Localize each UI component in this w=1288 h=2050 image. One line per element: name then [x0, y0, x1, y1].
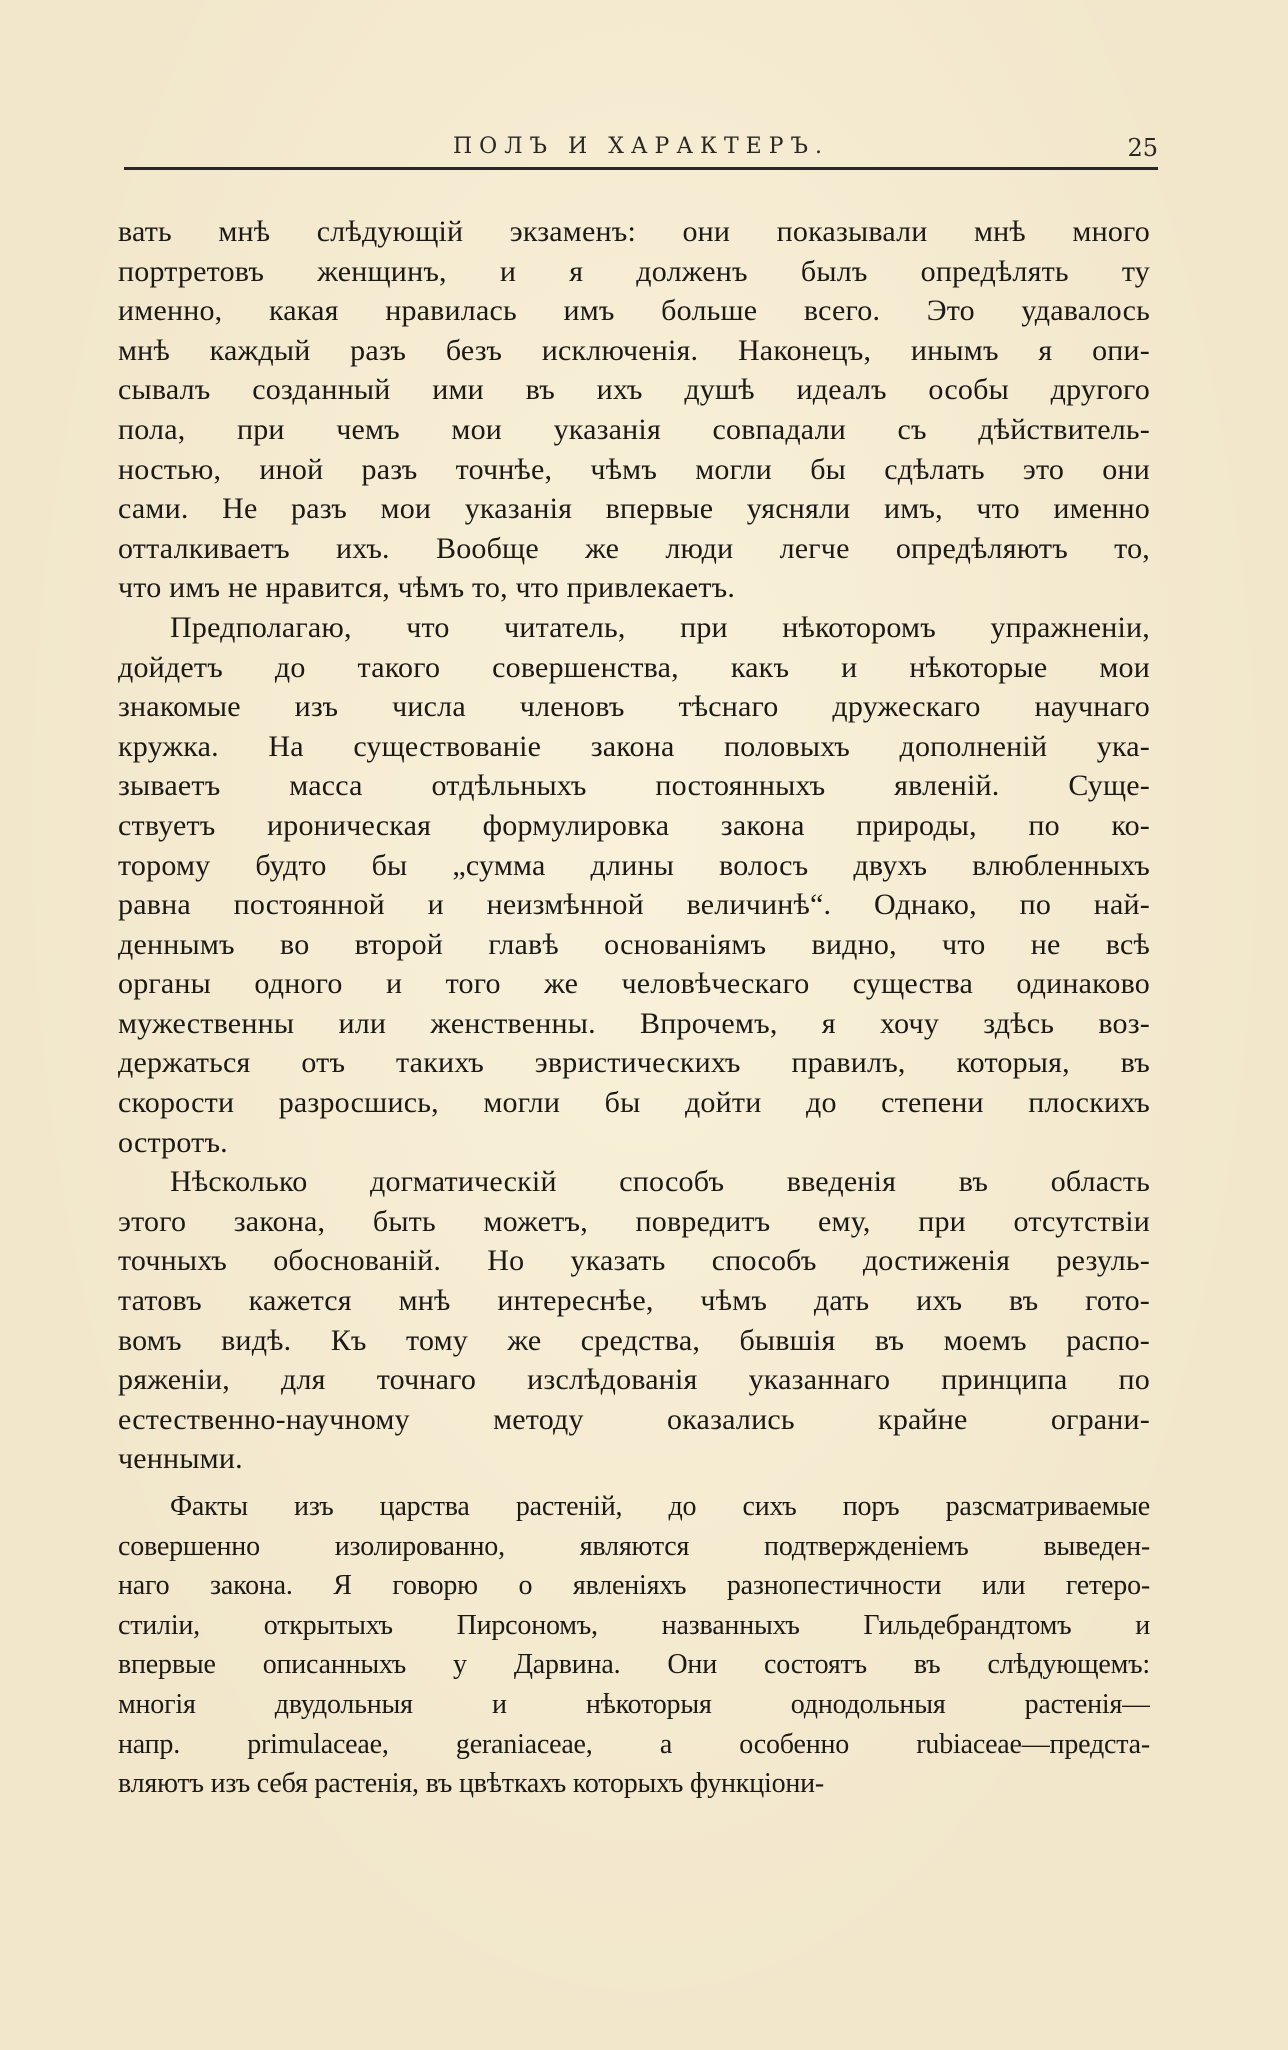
text-line: ствуетъ ироническая формулировка закона природы, по ко- — [118, 808, 1150, 842]
text-line: дойдетъ до такого совершенства, какъ и нѣкоторые мои — [118, 650, 1150, 684]
text-line: мужественны или женственны. Впрочемъ, я хочу здѣсь воз- — [118, 1006, 1150, 1040]
text-line: вать мнѣ слѣдующій экзаменъ: они показывали мнѣ много — [118, 215, 1150, 248]
text-line: зываетъ масса отдѣльныхъ постоянныхъ явленій. Суще- — [118, 769, 1150, 803]
paragraph — [118, 608, 1150, 1162]
header-rule — [124, 167, 1158, 170]
text-line: Нѣсколько догматическій способъ введенія въ область — [170, 1165, 1150, 1199]
text-line: естественно-научному методу оказались крайне ограни- — [118, 1402, 1150, 1436]
text-line: знакомые изъ числа членовъ тѣснаго дружескаго научнаго — [118, 690, 1150, 724]
text-line: остротъ. — [118, 1125, 228, 1159]
text-line: многія двудольныя и нѣкоторыя однодольныя растенія— — [118, 1688, 1150, 1720]
text-line: сывалъ созданный ими въ ихъ душѣ идеалъ особы другого — [118, 373, 1150, 407]
paragraph — [118, 1162, 1150, 1479]
text-line: кружка. На существованіе закона половыхъ дополненій ука- — [118, 729, 1150, 763]
text-line: портретовъ женщинъ, и я долженъ былъ опредѣлять ту — [118, 254, 1150, 288]
text-line: органы одного и того же человѣческаго существа одинаково — [118, 967, 1150, 1001]
text-line: скорости разросшись, могли бы дойти до степени плоскихъ — [118, 1086, 1150, 1120]
paragraph-gap — [118, 1479, 1150, 1487]
text-line: что имъ не нравится, чѣмъ то, что привлекаетъ. — [118, 571, 736, 605]
text-line: сами. Не разъ мои указанія впервые уясняли имъ, что именно — [118, 492, 1150, 526]
text-line: стиліи, открытыхъ Пирсономъ, названныхъ Гильдебрандтомъ и — [118, 1609, 1150, 1641]
text-line: наго закона. Я говорю о явленіяхъ разнопестичности или гетеро- — [118, 1570, 1150, 1602]
text-line: равна постоянной и неизмѣнной величинѣ“. Однако, по най- — [118, 888, 1150, 922]
text-line: Предполагаю, что читатель, при нѣкоторомъ упражненіи, — [170, 610, 1150, 644]
text-line: Факты изъ царства растеній, до сихъ поръ разсматриваемые — [170, 1491, 1150, 1522]
paragraph — [118, 212, 1150, 608]
text-line: деннымъ во второй главѣ основаніямъ видно, что не всѣ — [118, 927, 1150, 961]
running-title: ПОЛЪ И ХАРАКТЕРЪ. — [452, 134, 830, 159]
text-line: ченными. — [118, 1442, 243, 1476]
text-line: ностью, иной разъ точнѣе, чѣмъ могли бы сдѣлать это они — [118, 452, 1150, 486]
text-line: держаться отъ такихъ эвристическихъ правилъ, которыя, въ — [118, 1046, 1150, 1080]
text-line: татовъ кажется мнѣ интереснѣе, чѣмъ дать ихъ въ гото- — [118, 1284, 1150, 1318]
text-line: этого закона, быть можетъ, повредитъ ему, при отсутствіи — [118, 1204, 1150, 1238]
text-line: напр. primulaceae, geraniaceae, а особенно rubiaceae—предста- — [118, 1728, 1150, 1760]
text-line: точныхъ обоснованій. Но указать способъ достиженія резуль- — [118, 1244, 1150, 1278]
text-line: пола, при чемъ мои указанія совпадали съ дѣйствитель- — [118, 412, 1150, 446]
text-line: отталкиваетъ ихъ. Вообще же люди легче опредѣляютъ то, — [118, 531, 1150, 565]
text-line: торому будто бы „сумма длины волосъ двухъ влюбленныхъ — [118, 848, 1150, 882]
text-line: именно, какая нравилась имъ больше всего. Это удавалось — [118, 294, 1150, 328]
text-line: вляютъ изъ себя растенія, въ цвѣткахъ которыхъ функціони- — [118, 1768, 825, 1800]
body-text — [118, 212, 1150, 1804]
text-line: вомъ видѣ. Къ тому же средства, бывшія въ моемъ распо- — [118, 1323, 1150, 1357]
page-number: 25 — [1127, 134, 1158, 162]
text-line: впервые описанныхъ у Дарвина. Они состоятъ въ слѣдующемъ: — [118, 1649, 1150, 1681]
paragraph — [118, 1487, 1150, 1804]
text-line: ряженіи, для точнаго изслѣдованія указаннаго принципа по — [118, 1363, 1150, 1397]
text-line: мнѣ каждый разъ безъ исключенія. Наконецъ, инымъ я опи- — [118, 333, 1150, 367]
text-line: совершенно изолированно, являются подтвержденіемъ выведен- — [118, 1530, 1150, 1562]
